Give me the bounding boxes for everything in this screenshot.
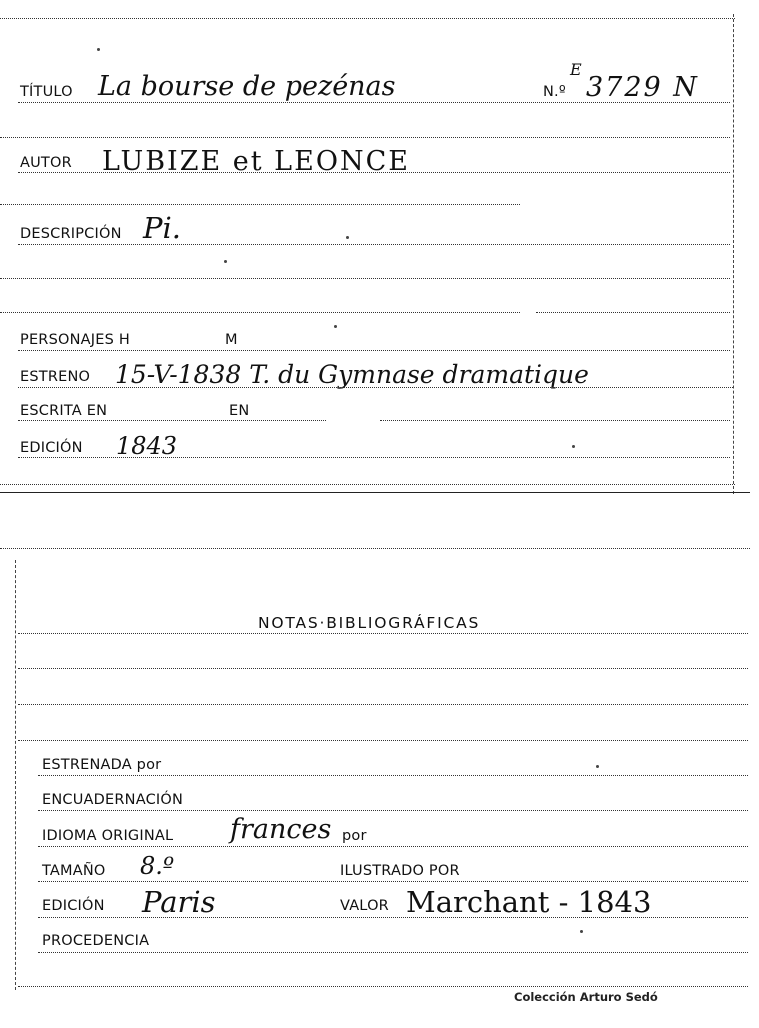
estreno-value: 15-V-1838 T. du Gymnase dramatique xyxy=(115,360,589,389)
titulo-line xyxy=(18,102,730,103)
top-edge-line xyxy=(0,18,735,19)
lower-left-edge xyxy=(15,560,16,990)
blank-line-2 xyxy=(0,204,520,205)
escrita-en-label: EN xyxy=(229,403,250,419)
autor-label: AUTOR xyxy=(20,155,72,171)
tamano-line xyxy=(38,881,748,882)
scan-speck xyxy=(334,325,337,328)
blank-line-1 xyxy=(0,137,730,138)
card-separator xyxy=(0,492,750,493)
personajes-m-label: M xyxy=(225,332,238,348)
autor-line xyxy=(18,172,730,173)
notas-line-3 xyxy=(18,704,748,705)
titulo-value: La bourse de pezénas xyxy=(98,71,396,102)
collection-stamp: Colección Arturo Sedó xyxy=(514,990,658,1004)
valor-value: Marchant - 1843 xyxy=(406,885,652,919)
estrenada-label: ESTRENADA por xyxy=(42,757,162,773)
numero-label: N.º xyxy=(543,84,566,100)
notas-line-4 xyxy=(18,740,748,741)
ilustrado-label: ILUSTRADO POR xyxy=(340,863,460,879)
scan-speck xyxy=(346,236,349,239)
lower-edicion-value: Paris xyxy=(142,885,216,919)
idioma-line xyxy=(38,846,748,847)
escrita-label: ESCRITA EN xyxy=(20,403,108,419)
autor-value: LUBIZE et LEONCE xyxy=(102,146,410,177)
encuadernacion-line xyxy=(38,810,748,811)
scan-speck xyxy=(572,445,575,448)
lower-top-edge xyxy=(0,548,750,549)
upper-bottom-line xyxy=(0,484,735,485)
encuadernacion-label: ENCUADERNACIÓN xyxy=(42,792,184,808)
blank-line-4 xyxy=(0,312,520,313)
idioma-value: frances xyxy=(230,814,332,845)
escrita-line-a xyxy=(18,420,326,421)
descripcion-value: Pi. xyxy=(143,211,182,245)
blank-line-3 xyxy=(0,278,730,279)
escrita-line-b xyxy=(380,420,730,421)
idioma-label: IDIOMA ORIGINAL xyxy=(42,828,174,844)
scan-speck xyxy=(97,48,100,51)
notas-line-1 xyxy=(18,633,748,634)
notas-line-2 xyxy=(18,668,748,669)
blank-line-4b xyxy=(536,312,730,313)
right-edge-line xyxy=(733,14,734,494)
lower-bottom-line xyxy=(18,986,748,987)
titulo-label: TÍTULO xyxy=(20,84,73,100)
notas-bibliograficas-title: NOTAS·BIBLIOGRÁFICAS xyxy=(258,614,481,632)
estreno-line xyxy=(18,387,733,388)
estrenada-line xyxy=(38,775,748,776)
personajes-line xyxy=(18,350,730,351)
personajes-label: PERSONAJES H xyxy=(20,332,130,348)
edicion-valor-line xyxy=(38,917,748,918)
numero-value: 3729 N xyxy=(586,72,699,103)
edicion-value: 1843 xyxy=(116,432,178,460)
lower-edicion-label: EDICIÓN xyxy=(42,898,105,914)
scan-speck xyxy=(596,765,599,768)
tamano-label: TAMAÑO xyxy=(42,863,106,879)
estreno-label: ESTRENO xyxy=(20,369,91,385)
scan-speck xyxy=(580,930,583,933)
tamano-value: 8.º xyxy=(140,852,175,880)
scan-speck xyxy=(224,260,227,263)
edicion-label: EDICIÓN xyxy=(20,440,83,456)
procedencia-label: PROCEDENCIA xyxy=(42,933,150,949)
valor-label: VALOR xyxy=(340,898,389,914)
descripcion-line xyxy=(18,244,730,245)
idioma-por-label: por xyxy=(342,828,367,844)
procedencia-line xyxy=(38,952,748,953)
edicion-line xyxy=(18,457,730,458)
numero-superscript: E xyxy=(570,60,582,79)
descripcion-label: DESCRIPCIÓN xyxy=(20,226,122,242)
